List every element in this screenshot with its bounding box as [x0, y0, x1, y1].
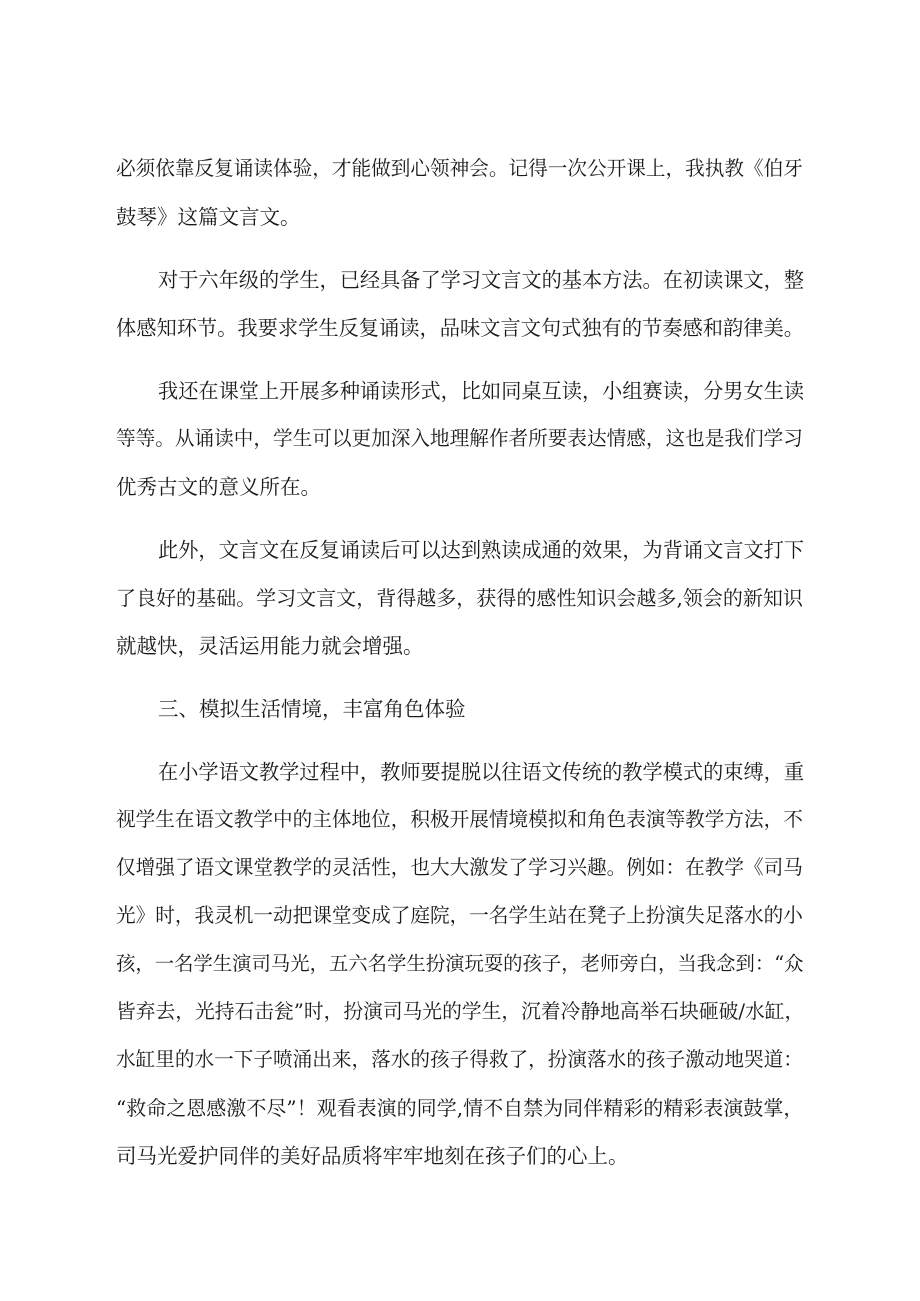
- paragraph-5-line-2: 视学生在语文教学中的主体地位，积极开展情境模拟和角色表演等教学方法，不: [116, 808, 803, 831]
- section-heading: 三、模拟生活情境，丰富角色体验: [158, 697, 466, 721]
- paragraph-3-line-2: 等等。从诵读中，学生可以更加深入地理解作者所要表达情感，这也是我们学习: [116, 427, 803, 450]
- paragraph-3-line-1: 我还在课堂上开展多种诵读形式，比如同桌互读，小组赛读，分男女生读: [158, 379, 805, 403]
- paragraph-5-line-6: 皆弃去，光持石击瓮”时，扮演司马光的学生，沉着冷静地高举石块砸破/水缸，: [116, 1000, 805, 1023]
- paragraph-4-line-1: 此外，文言文在反复诵读后可以达到熟读成通的效果，为背诵文言文打下: [158, 538, 805, 562]
- paragraph-5-line-3: 仅增强了语文课堂教学的灵活性，也大大激发了学习兴趣。例如：在教学《司马: [116, 856, 803, 879]
- paragraph-4-line-2: 了良好的基础。学习文言文，背得越多，获得的感性知识会越多,领会的新知识: [116, 586, 803, 610]
- paragraph-5-line-4: 光》时，我灵机一动把课堂变成了庭院，一名学生站在凳子上扮演失足落水的小: [116, 904, 803, 927]
- paragraph-1-line-1: 必须依靠反复诵读体验，才能做到心领神会。记得一次公开课上，我执教《伯牙: [116, 157, 803, 180]
- paragraph-2-line-2: 体感知环节。我要求学生反复诵读，品味文言文句式独有的节奏感和韵律美。: [116, 316, 804, 340]
- paragraph-5-line-1: 在小学语文教学过程中，教师要提脱以往语文传统的教学模式的束缚，重: [158, 760, 805, 784]
- paragraph-4-line-3: 就越快，灵活运用能力就会增强。: [116, 634, 424, 658]
- paragraph-5-line-7: 水缸里的水一下子喷涌出来，落水的孩子得救了，扮演落水的孩子激动地哭道：: [116, 1048, 803, 1071]
- paragraph-5-line-8: “救命之恩感激不尽”！观看表演的同学,情不自禁为同伴精彩的精彩表演鼓掌，: [116, 1096, 804, 1120]
- paragraph-5-line-5: 孩，一名学生演司马光，五六名学生扮演玩耍的孩子，老师旁白，当我念到：“众: [116, 952, 804, 975]
- paragraph-2-line-1: 对于六年级的学生，已经具备了学习文言文的基本方法。在初读课文，整: [158, 268, 805, 292]
- paragraph-1-line-2: 鼓琴》这篇文言文。: [116, 205, 301, 229]
- paragraph-3-line-3: 优秀古文的意义所在。: [116, 475, 321, 499]
- paragraph-5-line-9: 司马光爱护同伴的美好品质将牢牢地刻在孩子们的心上。: [116, 1144, 629, 1168]
